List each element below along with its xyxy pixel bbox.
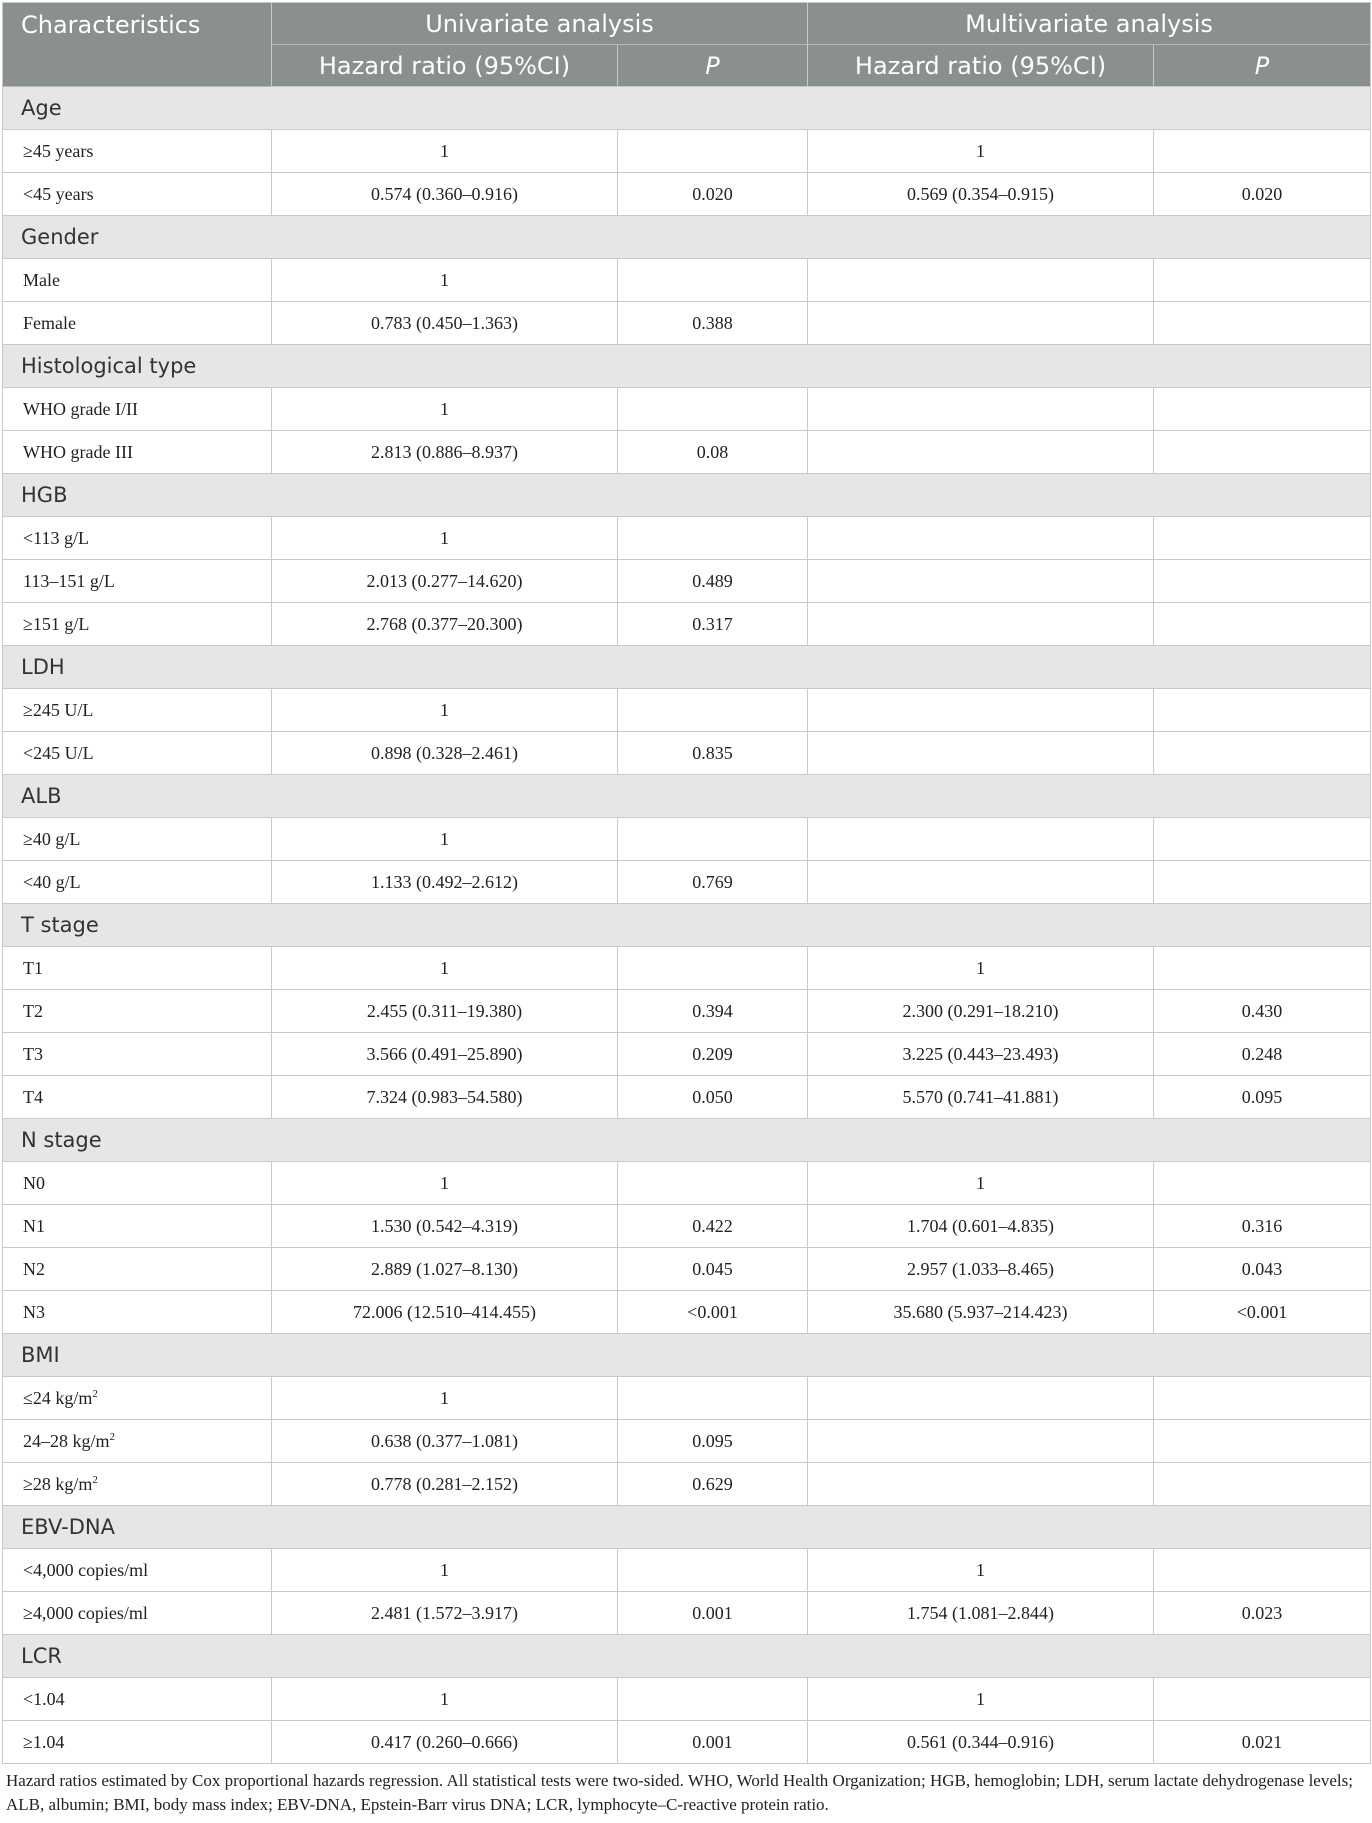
table-row: [3, 259, 1371, 302]
group-label: LDH: [3, 646, 1371, 689]
group-label: N stage: [3, 1119, 1371, 1162]
multi-p-cell: [1154, 1549, 1371, 1592]
multi-p-cell: <0.001: [1154, 1291, 1371, 1334]
group-label: T stage: [3, 904, 1371, 947]
group-label: ALB: [3, 775, 1371, 818]
row-label-cell: [3, 818, 272, 861]
uni-hazard-ratio-cell: 1: [272, 1162, 618, 1205]
uni-p-cell: 0.629: [618, 1463, 808, 1506]
uni-hazard-ratio-cell: 2.768 (0.377–20.300): [272, 603, 618, 646]
uni-hazard-ratio-cell: 2.889 (1.027–8.130): [272, 1248, 618, 1291]
table-row: [3, 130, 1371, 173]
multi-hazard-ratio-cell: [808, 689, 1154, 732]
row-label: 113–151 g/L: [23, 570, 115, 591]
uni-p-cell: 0.489: [618, 560, 808, 603]
uni-p-cell: 0.020: [618, 173, 808, 216]
row-label: N1: [23, 1215, 45, 1236]
group-row: [3, 1334, 1371, 1377]
table-row: [3, 173, 1371, 216]
cox-regression-table: [2, 2, 1371, 1764]
table-row: [3, 1248, 1371, 1291]
uni-hazard-ratio-cell: 1: [272, 517, 618, 560]
row-label-cell: [3, 302, 272, 345]
row-label-cell: [3, 1420, 272, 1463]
multi-p-cell: [1154, 861, 1371, 904]
row-label: <245 U/L: [23, 742, 94, 763]
multi-hazard-ratio-cell: [808, 388, 1154, 431]
row-label: T2: [23, 1000, 43, 1021]
multi-hazard-ratio-cell: [808, 818, 1154, 861]
uni-p-cell: [618, 689, 808, 732]
multi-hazard-ratio-cell: 1: [808, 1678, 1154, 1721]
group-label: LCR: [3, 1635, 1371, 1678]
uni-p-cell: 0.209: [618, 1033, 808, 1076]
group-label: BMI: [3, 1334, 1371, 1377]
unit-superscript: 2: [92, 1473, 98, 1486]
table-row: [3, 1205, 1371, 1248]
row-label-cell: [3, 1463, 272, 1506]
table-row: [3, 732, 1371, 775]
group-label: Gender: [3, 216, 1371, 259]
uni-p-cell: [618, 1549, 808, 1592]
multi-hazard-ratio-cell: 1: [808, 1549, 1154, 1592]
row-label-cell: [3, 861, 272, 904]
uni-p-cell: 0.835: [618, 732, 808, 775]
table-row: [3, 1592, 1371, 1635]
table-row: [3, 1162, 1371, 1205]
uni-hazard-ratio-cell: 2.455 (0.311–19.380): [272, 990, 618, 1033]
row-label-cell: [3, 689, 272, 732]
row-label: ≥1.04: [23, 1731, 65, 1752]
row-label-cell: [3, 1678, 272, 1721]
row-label: N2: [23, 1258, 45, 1279]
multi-p-cell: [1154, 1678, 1371, 1721]
uni-hazard-ratio-cell: 1: [272, 947, 618, 990]
uni-hazard-ratio-cell: 1: [272, 689, 618, 732]
row-label-cell: [3, 431, 272, 474]
multi-p-cell: 0.023: [1154, 1592, 1371, 1635]
multi-hazard-ratio-cell: 0.561 (0.344–0.916): [808, 1721, 1154, 1764]
multi-p-cell: [1154, 1377, 1371, 1420]
table-body: [3, 87, 1371, 1764]
multi-hazard-ratio-cell: 1: [808, 130, 1154, 173]
group-row: [3, 87, 1371, 130]
row-label-cell: [3, 560, 272, 603]
uni-p-cell: 0.08: [618, 431, 808, 474]
multi-hazard-ratio-cell: [808, 603, 1154, 646]
uni-hazard-ratio-cell: 0.783 (0.450–1.363): [272, 302, 618, 345]
group-row: [3, 1119, 1371, 1162]
multi-hazard-ratio-cell: [808, 1377, 1154, 1420]
row-label: ≥245 U/L: [23, 699, 94, 720]
multi-hazard-ratio-cell: 5.570 (0.741–41.881): [808, 1076, 1154, 1119]
row-label: WHO grade I/II: [23, 398, 138, 419]
row-label-cell: [3, 990, 272, 1033]
table-row: [3, 1033, 1371, 1076]
uni-p-cell: [618, 947, 808, 990]
header-multivariate: Multivariate analysis: [808, 3, 1371, 45]
row-label: <40 g/L: [23, 871, 81, 892]
row-label-cell: [3, 1162, 272, 1205]
multi-p-cell: 0.095: [1154, 1076, 1371, 1119]
table-row: [3, 990, 1371, 1033]
uni-p-cell: <0.001: [618, 1291, 808, 1334]
table-row: [3, 1721, 1371, 1764]
multi-p-cell: [1154, 130, 1371, 173]
table-row: [3, 1549, 1371, 1592]
uni-hazard-ratio-cell: 1: [272, 388, 618, 431]
row-label: T4: [23, 1086, 43, 1107]
multi-hazard-ratio-cell: 3.225 (0.443–23.493): [808, 1033, 1154, 1076]
header-multi-p: P: [1154, 45, 1371, 87]
row-label-cell: [3, 603, 272, 646]
row-label-cell: [3, 732, 272, 775]
table-header: [3, 3, 1371, 87]
uni-hazard-ratio-cell: 1: [272, 1549, 618, 1592]
multi-hazard-ratio-cell: [808, 732, 1154, 775]
uni-hazard-ratio-cell: 72.006 (12.510–414.455): [272, 1291, 618, 1334]
multi-hazard-ratio-cell: 1.704 (0.601–4.835): [808, 1205, 1154, 1248]
multi-p-cell: 0.430: [1154, 990, 1371, 1033]
multi-hazard-ratio-cell: [808, 1420, 1154, 1463]
multi-hazard-ratio-cell: [808, 560, 1154, 603]
unit-superscript: 2: [109, 1430, 116, 1443]
group-label: Age: [3, 87, 1371, 130]
table-row: [3, 1463, 1371, 1506]
row-label: ≤24 kg/m: [23, 1387, 93, 1408]
row-label-cell: [3, 1205, 272, 1248]
table-row: [3, 1377, 1371, 1420]
multi-hazard-ratio-cell: [808, 1463, 1154, 1506]
group-row: [3, 345, 1371, 388]
multi-p-cell: 0.021: [1154, 1721, 1371, 1764]
multi-hazard-ratio-cell: [808, 302, 1154, 345]
uni-hazard-ratio-cell: 1: [272, 130, 618, 173]
group-label: EBV-DNA: [3, 1506, 1371, 1549]
row-label: 24–28 kg/m: [23, 1430, 110, 1451]
group-row: [3, 775, 1371, 818]
table-row: [3, 431, 1371, 474]
uni-hazard-ratio-cell: 2.013 (0.277–14.620): [272, 560, 618, 603]
row-label: N0: [23, 1172, 45, 1193]
group-row: [3, 1635, 1371, 1678]
uni-p-cell: [618, 818, 808, 861]
row-label: <113 g/L: [23, 527, 89, 548]
table-row: [3, 560, 1371, 603]
uni-p-cell: [618, 259, 808, 302]
multi-hazard-ratio-cell: 1.754 (1.081–2.844): [808, 1592, 1154, 1635]
row-label-cell: [3, 517, 272, 560]
table-footnote: Hazard ratios estimated by Cox proportional hazards regression. All statistical tests were two-sided. WHO, World Health Organization; HGB, hemoglobin; LDH, serum lactate dehydrogenase levels; ALB, albumin; BMI, body mass index; EBV-DNA, Epstein-Barr virus DNA; LCR, lymphocyte–C-reactive protein ratio.: [6, 1771, 1353, 1814]
multi-p-cell: [1154, 689, 1371, 732]
uni-hazard-ratio-cell: 0.638 (0.377–1.081): [272, 1420, 618, 1463]
group-label: HGB: [3, 474, 1371, 517]
table-row: [3, 1678, 1371, 1721]
uni-p-cell: 0.050: [618, 1076, 808, 1119]
table-row: [3, 1291, 1371, 1334]
table-row: [3, 947, 1371, 990]
uni-hazard-ratio-cell: 1: [272, 1678, 618, 1721]
header-uni-hazard-ratio: Hazard ratio (95%CI): [272, 45, 618, 87]
row-label: Female: [23, 312, 76, 333]
uni-p-cell: 0.095: [618, 1420, 808, 1463]
uni-p-cell: [618, 388, 808, 431]
uni-p-cell: 0.317: [618, 603, 808, 646]
uni-hazard-ratio-cell: 1: [272, 259, 618, 302]
row-label-cell: [3, 1721, 272, 1764]
multi-p-cell: [1154, 1162, 1371, 1205]
uni-hazard-ratio-cell: 1: [272, 1377, 618, 1420]
row-label: ≥4,000 copies/ml: [23, 1602, 148, 1623]
table-row: [3, 603, 1371, 646]
multi-p-cell: 0.020: [1154, 173, 1371, 216]
multi-hazard-ratio-cell: [808, 861, 1154, 904]
uni-hazard-ratio-cell: 7.324 (0.983–54.580): [272, 1076, 618, 1119]
uni-p-cell: 0.769: [618, 861, 808, 904]
table-row: [3, 517, 1371, 560]
uni-p-cell: [618, 1162, 808, 1205]
uni-p-cell: [618, 1377, 808, 1420]
uni-p-cell: 0.394: [618, 990, 808, 1033]
row-label-cell: [3, 947, 272, 990]
uni-hazard-ratio-cell: 2.813 (0.886–8.937): [272, 431, 618, 474]
multi-hazard-ratio-cell: 2.300 (0.291–18.210): [808, 990, 1154, 1033]
row-label: WHO grade III: [23, 441, 133, 462]
uni-hazard-ratio-cell: 0.778 (0.281–2.152): [272, 1463, 618, 1506]
multi-hazard-ratio-cell: [808, 259, 1154, 302]
multi-hazard-ratio-cell: 1: [808, 947, 1154, 990]
multi-p-cell: [1154, 1463, 1371, 1506]
row-label: T3: [23, 1043, 43, 1064]
table-row: [3, 689, 1371, 732]
multi-hazard-ratio-cell: 35.680 (5.937–214.423): [808, 1291, 1154, 1334]
row-label-cell: [3, 1291, 272, 1334]
group-row: [3, 904, 1371, 947]
multi-hazard-ratio-cell: 1: [808, 1162, 1154, 1205]
multi-hazard-ratio-cell: 2.957 (1.033–8.465): [808, 1248, 1154, 1291]
group-row: [3, 646, 1371, 689]
row-label: <45 years: [23, 183, 94, 204]
row-label-cell: [3, 1076, 272, 1119]
uni-p-cell: [618, 130, 808, 173]
header-characteristics: Characteristics: [3, 3, 272, 87]
group-row: [3, 1506, 1371, 1549]
header-univariate: Univariate analysis: [272, 3, 808, 45]
multi-p-cell: [1154, 1420, 1371, 1463]
uni-hazard-ratio-cell: 1.530 (0.542–4.319): [272, 1205, 618, 1248]
row-label-cell: [3, 388, 272, 431]
multi-p-cell: [1154, 517, 1371, 560]
uni-hazard-ratio-cell: 1.133 (0.492–2.612): [272, 861, 618, 904]
row-label-cell: [3, 1248, 272, 1291]
header-uni-p: P: [618, 45, 808, 87]
row-label: Male: [23, 269, 60, 290]
group-row: [3, 474, 1371, 517]
table-row: [3, 388, 1371, 431]
row-label-cell: [3, 1377, 272, 1420]
uni-p-cell: [618, 1678, 808, 1721]
multi-hazard-ratio-cell: 0.569 (0.354–0.915): [808, 173, 1154, 216]
row-label: ≥28 kg/m: [23, 1473, 93, 1494]
table-row: [3, 1420, 1371, 1463]
unit-superscript: 2: [92, 1387, 98, 1400]
multi-p-cell: 0.248: [1154, 1033, 1371, 1076]
multi-p-cell: [1154, 603, 1371, 646]
uni-hazard-ratio-cell: 0.417 (0.260–0.666): [272, 1721, 618, 1764]
uni-hazard-ratio-cell: 0.574 (0.360–0.916): [272, 173, 618, 216]
row-label-cell: [3, 259, 272, 302]
row-label: <4,000 copies/ml: [23, 1559, 149, 1580]
uni-p-cell: 0.001: [618, 1592, 808, 1635]
multi-p-cell: [1154, 388, 1371, 431]
table-row: [3, 302, 1371, 345]
multi-p-cell: [1154, 818, 1371, 861]
row-label-cell: [3, 1592, 272, 1635]
row-label: ≥40 g/L: [23, 828, 81, 849]
multi-hazard-ratio-cell: [808, 431, 1154, 474]
table-container: [2, 2, 1370, 1817]
row-label: ≥45 years: [23, 140, 94, 161]
uni-hazard-ratio-cell: 1: [272, 818, 618, 861]
multi-p-cell: [1154, 431, 1371, 474]
table-row: [3, 1076, 1371, 1119]
multi-p-cell: 0.316: [1154, 1205, 1371, 1248]
multi-p-cell: [1154, 259, 1371, 302]
multi-p-cell: [1154, 302, 1371, 345]
uni-p-cell: 0.001: [618, 1721, 808, 1764]
uni-p-cell: [618, 517, 808, 560]
uni-hazard-ratio-cell: 2.481 (1.572–3.917): [272, 1592, 618, 1635]
multi-p-cell: [1154, 560, 1371, 603]
uni-hazard-ratio-cell: 0.898 (0.328–2.461): [272, 732, 618, 775]
header-multi-hazard-ratio: Hazard ratio (95%CI): [808, 45, 1154, 87]
row-label: T1: [23, 957, 43, 978]
group-row: [3, 216, 1371, 259]
uni-p-cell: 0.422: [618, 1205, 808, 1248]
table-row: [3, 861, 1371, 904]
uni-p-cell: 0.388: [618, 302, 808, 345]
uni-p-cell: 0.045: [618, 1248, 808, 1291]
row-label: ≥151 g/L: [23, 613, 90, 634]
uni-hazard-ratio-cell: 3.566 (0.491–25.890): [272, 1033, 618, 1076]
row-label-cell: [3, 1033, 272, 1076]
row-label-cell: [3, 173, 272, 216]
multi-p-cell: [1154, 947, 1371, 990]
row-label-cell: [3, 1549, 272, 1592]
table-row: [3, 818, 1371, 861]
group-label: Histological type: [3, 345, 1371, 388]
row-label: <1.04: [23, 1688, 65, 1709]
multi-hazard-ratio-cell: [808, 517, 1154, 560]
multi-p-cell: [1154, 732, 1371, 775]
multi-p-cell: 0.043: [1154, 1248, 1371, 1291]
row-label: N3: [23, 1301, 45, 1322]
row-label-cell: [3, 130, 272, 173]
